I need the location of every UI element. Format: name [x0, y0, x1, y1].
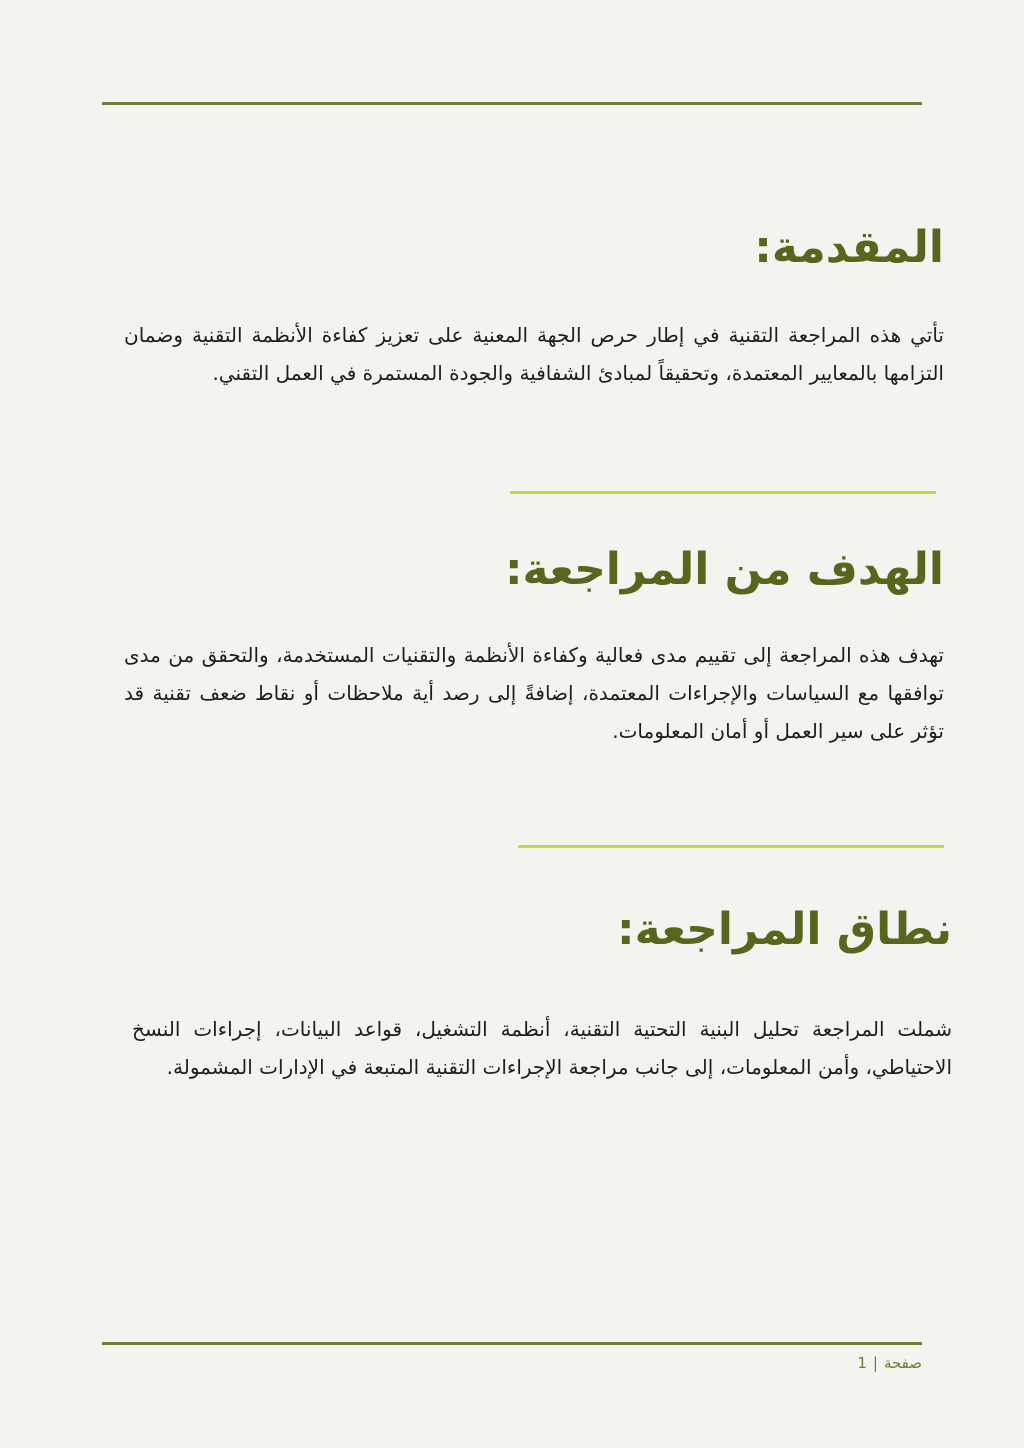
goal-heading: الهدف من المراجعة: — [504, 544, 944, 595]
intro-heading: المقدمة: — [754, 222, 944, 273]
bottom-rule — [102, 1342, 922, 1345]
top-rule — [102, 102, 922, 105]
page-footer — [857, 1354, 922, 1372]
intro-paragraph: تأتي هذه المراجعة التقنية في إطار حرص الجهة المعنية على تعزيز كفاءة الأنظمة التقنية وضمان التزامها بالمعايير المعتمدة، وتحقيقاً لمبادئ الشفافية والجودة المستمرة في العمل التقني. — [124, 323, 944, 385]
section-divider — [510, 491, 936, 494]
scope-paragraph: شملت المراجعة تحليل البنية التحتية التقنية، أنظمة التشغيل، قواعد البيانات، إجراءات النسخ الاحتياطي، وأمن المعلومات، إلى جانب مراجعة الإجراءات التقنية المتبعة في الإدارات المشمولة. — [132, 1017, 952, 1079]
page-number: 1 — [857, 1354, 867, 1372]
goal-paragraph: تهدف هذه المراجعة إلى تقييم مدى فعالية وكفاءة الأنظمة والتقنيات المستخدمة، والتحقق من مدى توافقها مع السياسات والإجراءات المعتمدة، إضافةً إلى رصد أية ملاحظات أو نقاط ضعف تقنية قد تؤثر على سير العمل أو أمان المعلومات. — [124, 643, 944, 743]
section-divider — [518, 845, 944, 848]
scope-heading: نطاق المراجعة: — [617, 904, 952, 955]
page-label: صفحة — [883, 1354, 922, 1372]
footer-separator: | — [872, 1354, 878, 1372]
